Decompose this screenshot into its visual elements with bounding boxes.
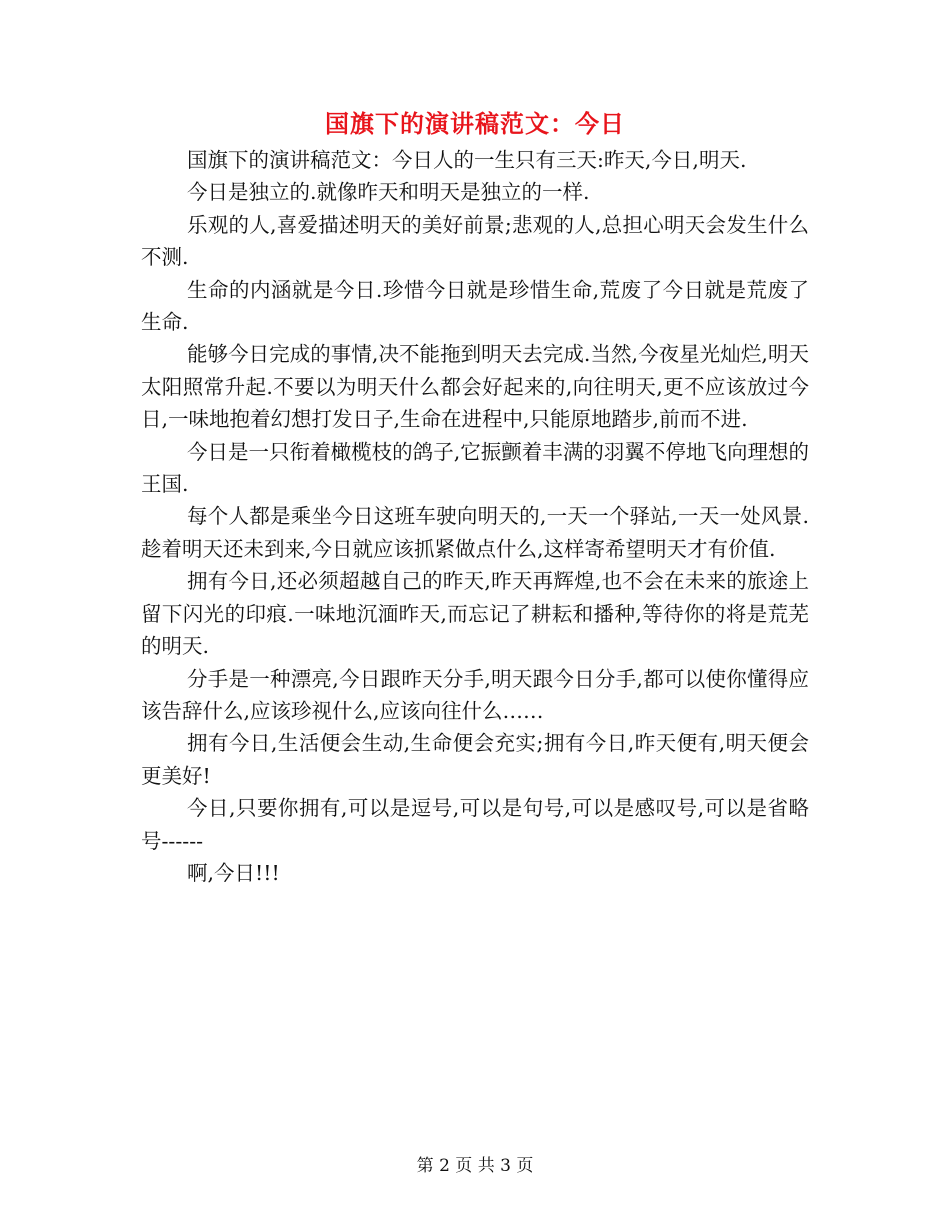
paragraph-2: 今日是独立的.就像昨天和明天是独立的一样. <box>187 180 590 205</box>
paragraph-6: 今日是一只衔着橄榄枝的鸽子,它振颤着丰满的羽翼不停地飞向理想的王国. <box>141 439 809 497</box>
paragraph-8: 拥有今日,还必须超越自己的昨天,昨天再辉煌,也不会在未来的旅途上留下闪光的印痕.一味地沉湎昨天,而忘记了耕耘和播种,等待你的将是荒芜的明天. <box>141 569 809 659</box>
paragraph-1: 国旗下的演讲稿范文：今日人的一生只有三天:昨天,今日,明天. <box>187 148 747 172</box>
paragraph-3: 乐观的人,喜爱描述明天的美好前景;悲观的人,总担心明天会发生什么不测. <box>141 212 809 270</box>
paragraph-9: 分手是一种漂亮,今日跟昨天分手,明天跟今日分手,都可以使你懂得应该告辞什么,应该珍视什么,应该向往什么…… <box>141 666 809 723</box>
paragraph-4: 生命的内涵就是今日.珍惜今日就是珍惜生命,荒废了今日就是荒废了生命. <box>141 277 809 335</box>
paragraph-11: 今日,只要你拥有,可以是逗号,可以是句号,可以是感叹号,可以是省略号------ <box>141 796 809 853</box>
document-body <box>141 144 809 889</box>
page-footer: 第 2 页 共 3 页 <box>416 1156 534 1176</box>
paragraph-7: 每个人都是乘坐今日这班车驶向明天的,一天一个驿站,一天一处风景.趁着明天还未到来,今日就应该抓紧做点什么,这样寄希望明天才有价值. <box>141 504 809 561</box>
paragraph-5: 能够今日完成的事情,决不能拖到明天去完成.当然,今夜星光灿烂,明天太阳照常升起.不要以为明天什么都会好起来的,向往明天,更不应该放过今日,一味地抱着幻想打发日子,生命在进程中,只能原地踏步,前而不进. <box>141 342 809 432</box>
paragraph-10: 拥有今日,生活便会生动,生命便会充实;拥有今日,昨天便有,明天便会更美好! <box>141 731 809 788</box>
document-title: 国旗下的演讲稿范文：今日 <box>325 109 625 138</box>
paragraph-12: 啊,今日!!! <box>187 860 280 885</box>
